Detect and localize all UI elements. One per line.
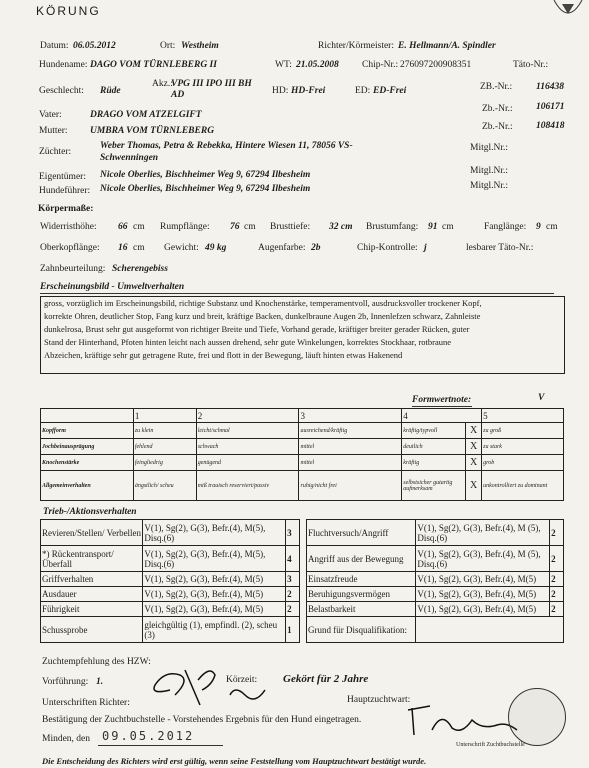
form-row-label: Jochbeinausprägung	[41, 439, 134, 455]
footer-note: Die Entscheidung des Richters wird erst gültig, wenn seine Feststellung vom Hauptzuchtwart bestätigt wurde.	[42, 756, 427, 766]
mutter-label: Mutter:	[39, 126, 68, 136]
geschlecht-value: Rüde	[100, 86, 121, 96]
form-mark: X	[466, 455, 482, 471]
form-col-1: 1	[133, 409, 196, 423]
form-mark: X	[466, 439, 482, 455]
datum-value: 06.05.2012	[73, 41, 116, 51]
trieb-value: 2	[550, 520, 564, 546]
form-cell: leicht/schmal	[196, 423, 299, 439]
richter-value: E. Hellmann/A. Spindler	[398, 41, 496, 51]
form-cell: ausreichend/kräftig	[299, 423, 402, 439]
trieb-label: Belastbarkeit	[307, 602, 416, 617]
form-cell: feingliedrig	[133, 455, 196, 471]
chip-label: Chip-Nr.:	[362, 60, 399, 70]
gewicht-label: Gewicht:	[164, 243, 199, 253]
trieb-label: Griffverhalten	[41, 572, 143, 587]
unterschrift-label: Unterschrift Zuchtbuchstelle	[456, 742, 525, 748]
form-cell: kräftig/typvoll	[402, 423, 466, 439]
form-cell: ruhig/nicht frei	[299, 471, 402, 501]
trieb-value: 3	[286, 520, 300, 546]
zahn-value: Scherengebiss	[112, 264, 168, 274]
unterschriften-label: Unterschriften Richter:	[42, 698, 130, 708]
hd-label: HD:	[272, 86, 289, 96]
zuechter-mitgl-label: Mitgl.Nr.:	[470, 143, 509, 153]
trieb-value: 2	[550, 602, 564, 617]
wt-value: 21.05.2008	[296, 60, 339, 70]
trieb-label: Fluchtversuch/Angriff	[307, 520, 416, 546]
trieb-options: V(1), Sg(2), G(3), Befr.(4), M (5), Disq.(6)	[416, 520, 550, 546]
form-cell: ängstlich/ scheu	[133, 471, 196, 501]
bestaetigung-text: Bestätigung der Zuchtbuchstelle - Vorstehendes Ergebnis für den Hund eingetragen.	[42, 715, 362, 725]
eigentuemer-value: Nicole Oberlies, Bischheimer Weg 9, 67294 Ilbesheim	[100, 170, 311, 180]
trieb-value: 2	[550, 572, 564, 587]
erscheinung-line-4: Stand der Hinterhand, Pfoten hinten leicht nach aussen drehend, sehr gute Winkelungen, korrektes Stockhaar, rotbraune	[44, 337, 452, 347]
trieb-label: Beruhigungsvermögen	[307, 587, 416, 602]
form-col-5: 5	[482, 409, 564, 423]
widerrist-label: Widerristhöhe:	[40, 222, 97, 232]
rumpf-unit: cm	[244, 222, 256, 232]
akz-label: Akz.:	[152, 79, 173, 89]
form-cell: fehlend	[133, 439, 196, 455]
trieb-value: 3	[286, 572, 300, 587]
hundefuehrer-label: Hundeführer:	[39, 186, 91, 196]
vater-zb-value: 106171	[536, 102, 565, 112]
zuechter-label: Züchter:	[39, 147, 72, 157]
chipk-value: j	[424, 243, 427, 253]
vater-label: Vater:	[39, 110, 62, 120]
datum-label: Datum:	[40, 41, 69, 51]
oberkopf-unit: cm	[133, 243, 145, 253]
zuechter-line2: Schwenningen	[100, 153, 159, 163]
koerzeit-value: Gekört für 2 Jahre	[283, 673, 369, 685]
vater-value: DRAGO VOM ATZELGIFT	[90, 110, 202, 120]
form-cell: kräftig	[402, 455, 466, 471]
form-cell: unkontrolliert zu dominant	[482, 471, 564, 501]
zucht-label: Zuchtempfehlung des HZW:	[42, 657, 151, 667]
trieb-value: 2	[286, 602, 300, 617]
taeto-label: Täto-Nr.:	[513, 60, 549, 70]
trieb-value: 1	[286, 617, 300, 643]
richter-label: Richter/Körmeister:	[318, 41, 394, 51]
minden-underline	[98, 745, 223, 746]
ort-value: Westheim	[181, 41, 219, 51]
hundename-value: DAGO VOM TÜRNLEBERG II	[90, 60, 217, 70]
trieb-options: V(1), Sg(2), G(3), Befr.(4), M(5)	[143, 572, 286, 587]
form-cell: mittel	[299, 455, 402, 471]
form-cell: grob	[482, 455, 564, 471]
zb-label: ZB.-Nr.:	[480, 82, 513, 92]
form-col-4: 4	[402, 409, 482, 423]
oberkopf-value: 16	[118, 243, 128, 253]
form-row-label: Kopfform	[41, 423, 134, 439]
trieb-value: 2	[286, 587, 300, 602]
trieb-label: Grund für Disqualifikation:	[307, 617, 416, 643]
vorf-label: Vorführung:	[42, 677, 89, 687]
chip-value: 276097200908351	[400, 60, 472, 70]
trieb-value: 4	[286, 546, 300, 572]
augen-value: 2b	[311, 243, 321, 253]
minden-date: 09.05.2012	[102, 729, 195, 743]
ort-label: Ort:	[160, 41, 176, 51]
form-cell: zu groß	[482, 423, 564, 439]
form-cell: mittel	[299, 439, 402, 455]
eigentuemer-mitgl-label: Mitgl.Nr.:	[470, 166, 509, 176]
rumpf-label: Rumpflänge:	[160, 222, 210, 232]
erscheinung-line-1: gross, vorzüglich im Erscheinungsbild, richtige Substanz und Knochenstärke, temperamentvoll, ausdrucksvoller trockener Kopf,	[44, 298, 482, 308]
form-cell: genügend	[196, 455, 299, 471]
trieb-options	[416, 617, 564, 643]
hauptzuchtwart-label: Hauptzuchtwart:	[347, 695, 411, 705]
trieb-label: Revieren/Stellen/ Verbellen	[41, 520, 143, 546]
hundename-label: Hundename:	[39, 60, 88, 70]
hauptzuchtwart-signature	[402, 700, 522, 740]
formwert-label: Formwertnote:	[412, 395, 472, 405]
trieb-options: V(1), Sg(2), G(3), Befr.(4), M(5), Disq.(6)	[143, 546, 286, 572]
trieb-right-table	[306, 519, 564, 643]
mutter-zb-value: 108418	[536, 121, 565, 131]
brustumfang-unit: cm	[442, 222, 454, 232]
hd-value: HD-Frei	[291, 86, 326, 96]
trieb-label: Führigkeit	[41, 602, 143, 617]
vorf-value: 1.	[96, 677, 104, 687]
zahn-label: Zahnbeurteilung:	[40, 264, 106, 274]
trieb-options: V(1), Sg(2), G(3), Befr.(4), M(5)	[416, 572, 550, 587]
trieb-label: Schussprobe	[41, 617, 143, 643]
form-row-label: Knochenstärke	[41, 455, 134, 471]
form-cell: zu klein	[133, 423, 196, 439]
trieb-options: V(1), Sg(2), G(3), Befr.(4), M(5)	[416, 587, 550, 602]
form-cell: selbstsicher gutartig aufmerksam	[402, 471, 466, 501]
zuechter-line1: Weber Thomas, Petra & Rebekka, Hintere Wiesen 11, 78056 VS-	[100, 141, 353, 151]
vater-zb-label: Zb.-Nr.:	[482, 104, 513, 114]
gewicht-value: 49 kg	[205, 243, 227, 253]
trieb-label: *) Rückentransport/ Überfall	[41, 546, 143, 572]
trieb-options: V(1), Sg(2), G(3), Befr.(4), M(5)	[416, 602, 550, 617]
trieb-left-table	[40, 519, 300, 643]
fang-value: 9	[536, 222, 541, 232]
trieb-options: V(1), Sg(2), G(3), Befr.(4), M (5), Disq.(6)	[416, 546, 550, 572]
zb-value: 116438	[536, 82, 564, 92]
form-mark: X	[466, 471, 482, 501]
brusttiefe-value: 32 cm	[329, 222, 353, 232]
fang-unit: cm	[546, 222, 558, 232]
formwert-underline	[412, 406, 472, 407]
augen-label: Augenfarbe:	[258, 243, 306, 253]
page-title: KÖRUNG	[36, 4, 101, 18]
form-header-blank	[41, 409, 134, 423]
fang-label: Fanglänge:	[484, 222, 527, 232]
akz-value: VPG III IPO III BH AD	[171, 79, 252, 100]
eigentuemer-label: Eigentümer:	[39, 172, 86, 182]
wt-label: WT:	[275, 60, 292, 70]
formwert-value: V	[538, 393, 545, 403]
oberkopf-label: Oberkopflänge:	[40, 243, 100, 253]
geschlecht-label: Geschlecht:	[39, 86, 84, 96]
minden-label: Minden, den	[42, 734, 91, 744]
chipk-label: Chip-Kontrolle:	[357, 243, 418, 253]
stamp-seal-icon	[508, 688, 566, 746]
emblem-icon	[548, 0, 588, 24]
erscheinung-underline	[40, 293, 554, 294]
widerrist-unit: cm	[133, 222, 145, 232]
form-table	[40, 408, 564, 501]
rumpf-value: 76	[230, 222, 240, 232]
trieb-label: Einsatzfreude	[307, 572, 416, 587]
trieb-options: V(1), Sg(2), G(3), Befr.(4), M(5)	[143, 602, 286, 617]
form-col-2: 2	[196, 409, 299, 423]
brustumfang-value: 91	[428, 222, 438, 232]
brustumfang-label: Brustumfang:	[366, 222, 419, 232]
form-mark: X	[466, 423, 482, 439]
trieb-options: V(1), Sg(2), G(3), Befr.(4), M(5), Disq.(6)	[143, 520, 286, 546]
form-cell: zu stark	[482, 439, 564, 455]
widerrist-value: 66	[118, 222, 128, 232]
koerzeit-label: Körzeit:	[226, 675, 258, 685]
trieb-options: V(1), Sg(2), G(3), Befr.(4), M(5)	[143, 587, 286, 602]
ed-value: ED-Frei	[373, 86, 407, 96]
erscheinung-line-2: korrekte Ohren, deutlicher Stop, Fang kurz und breit, kräftige Backen, dunkelbraune Augen 2b, Innenlefzen schwarz, Zahnleiste	[44, 311, 481, 321]
ed-label: ED:	[355, 86, 371, 96]
richter-signature	[140, 650, 280, 712]
erscheinung-line-5: Abzeichen, kräftige sehr gut getragene Rute, frei und flott in der Bewegung, läuft hinten etwas Hakenend	[44, 350, 403, 360]
form-col-3: 3	[299, 409, 402, 423]
form-cell: miß trauisch reserviert/passiv	[196, 471, 299, 501]
erscheinung-line-3: dunkelrosa, Brust sehr gut ausgeformt von richtiger Breite und Tiefe, Vorhand gerade, kräftiger breiter gerader Rücken, guter	[44, 324, 470, 334]
trieb-label: Angriff aus der Bewegung	[307, 546, 416, 572]
hundefuehrer-mitgl-label: Mitgl.Nr.:	[470, 181, 509, 191]
lesbar-label: lesbarer Täto-Nr.:	[466, 243, 534, 253]
trieb-options: gleichgültig (1), empfindl. (2), scheu (3)	[143, 617, 286, 643]
trieb-value: 2	[550, 587, 564, 602]
form-row-label: Allgemeinverhalten	[41, 471, 134, 501]
brusttiefe-label: Brusttiefe:	[270, 222, 311, 232]
trieb-heading: Trieb-/Aktionsverhalten	[43, 507, 137, 517]
trieb-label: Ausdauer	[41, 587, 143, 602]
form-cell: schwach	[196, 439, 299, 455]
trieb-value: 2	[550, 546, 564, 572]
erscheinung-heading: Erscheinungsbild - Umweltverhalten	[40, 282, 185, 292]
koerpermasse-heading: Körpermaße:	[38, 204, 94, 214]
mutter-zb-label: Zb.-Nr.:	[482, 122, 513, 132]
mutter-value: UMBRA VOM TÜRNLEBERG	[90, 126, 215, 136]
form-cell: deutlich	[402, 439, 466, 455]
hundefuehrer-value: Nicole Oberlies, Bischheimer Weg 9, 67294 Ilbesheim	[100, 184, 311, 194]
